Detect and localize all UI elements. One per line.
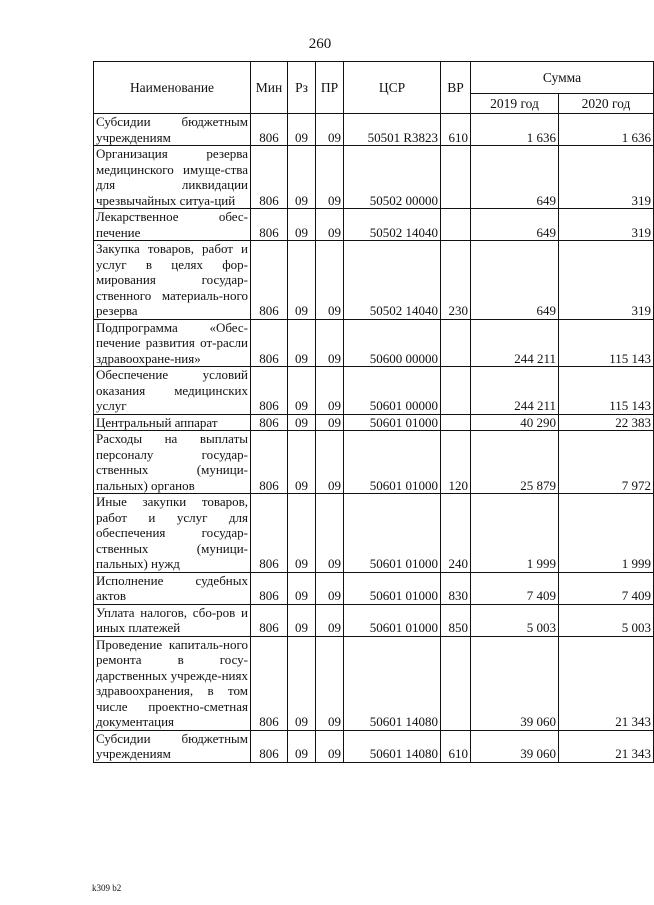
cell-name: Проведение капиталь-ного ремонта в госу-дарственных учрежде-ниях здравоохранения, в том числе проектно-сметная документация [94, 636, 251, 730]
cell-rz: 09 [288, 494, 316, 573]
cell-sum-2020: 115 143 [559, 319, 654, 367]
page-number: 260 [308, 36, 332, 52]
cell-pr: 09 [316, 431, 344, 494]
cell-sum-2019: 40 290 [471, 414, 559, 431]
cell-csr: 50501 R3823 [344, 114, 441, 146]
cell-sum-2019: 649 [471, 146, 559, 209]
table-row [94, 367, 654, 415]
cell-name: Исполнение судебных актов [94, 572, 251, 604]
cell-name: Центральный аппарат [94, 414, 251, 431]
cell-vr [441, 319, 471, 367]
cell-sum-2019: 649 [471, 241, 559, 320]
cell-rz: 09 [288, 414, 316, 431]
table-row [94, 494, 654, 573]
cell-vr: 830 [441, 572, 471, 604]
cell-sum-2020: 115 143 [559, 367, 654, 415]
table-header [94, 62, 654, 114]
cell-min: 806 [251, 431, 288, 494]
cell-sum-2020: 319 [559, 209, 654, 241]
cell-min: 806 [251, 209, 288, 241]
col-header-min: Мин [251, 62, 288, 114]
cell-sum-2020: 1 999 [559, 494, 654, 573]
table-row [94, 636, 654, 730]
col-header-sum: Сумма [471, 62, 654, 94]
col-header-csr: ЦСР [344, 62, 441, 114]
cell-sum-2020: 7 972 [559, 431, 654, 494]
cell-vr [441, 146, 471, 209]
cell-min: 806 [251, 730, 288, 762]
col-header-pr: ПР [316, 62, 344, 114]
cell-sum-2019: 39 060 [471, 636, 559, 730]
cell-rz: 09 [288, 146, 316, 209]
table-row [94, 241, 654, 320]
cell-vr: 230 [441, 241, 471, 320]
footer-code: k309 b2 [92, 883, 122, 893]
cell-csr: 50502 14040 [344, 209, 441, 241]
cell-name: Лекарственное обес-печение [94, 209, 251, 241]
cell-name: Уплата налогов, сбо-ров и иных платежей [94, 604, 251, 636]
cell-csr: 50601 01000 [344, 604, 441, 636]
cell-name: Подпрограмма «Обес-печение развития от-расли здравоохране-ния» [94, 319, 251, 367]
cell-rz: 09 [288, 114, 316, 146]
cell-rz: 09 [288, 572, 316, 604]
cell-csr: 50600 00000 [344, 319, 441, 367]
cell-sum-2019: 649 [471, 209, 559, 241]
cell-sum-2019: 25 879 [471, 431, 559, 494]
cell-sum-2019: 1 636 [471, 114, 559, 146]
cell-vr [441, 414, 471, 431]
cell-min: 806 [251, 604, 288, 636]
col-header-rz: Рз [288, 62, 316, 114]
cell-name: Иные закупки товаров, работ и услуг для обеспечения государ-ственных (муници-пальных) нужд [94, 494, 251, 573]
cell-min: 806 [251, 636, 288, 730]
cell-sum-2020: 5 003 [559, 604, 654, 636]
cell-sum-2020: 7 409 [559, 572, 654, 604]
cell-vr [441, 636, 471, 730]
cell-csr: 50601 00000 [344, 367, 441, 415]
cell-name: Расходы на выплаты персоналу государ-ственных (муници-пальных) органов [94, 431, 251, 494]
cell-csr: 50601 14080 [344, 730, 441, 762]
cell-rz: 09 [288, 604, 316, 636]
cell-name: Закупка товаров, работ и услуг в целях фор-мирования государ-ственного материаль-ного резерва [94, 241, 251, 320]
table-row [94, 730, 654, 762]
cell-pr: 09 [316, 414, 344, 431]
cell-sum-2020: 21 343 [559, 636, 654, 730]
cell-pr: 09 [316, 146, 344, 209]
table-row [94, 414, 654, 431]
cell-pr: 09 [316, 114, 344, 146]
cell-name: Субсидии бюджетным учреждениям [94, 730, 251, 762]
cell-csr: 50601 14080 [344, 636, 441, 730]
cell-vr [441, 209, 471, 241]
cell-rz: 09 [288, 209, 316, 241]
cell-csr: 50601 01000 [344, 431, 441, 494]
table-row [94, 431, 654, 494]
cell-sum-2020: 319 [559, 241, 654, 320]
cell-sum-2020: 1 636 [559, 114, 654, 146]
cell-sum-2019: 7 409 [471, 572, 559, 604]
cell-csr: 50502 00000 [344, 146, 441, 209]
cell-pr: 09 [316, 494, 344, 573]
col-header-year-2020: 2020 год [559, 94, 654, 114]
table-row [94, 572, 654, 604]
cell-pr: 09 [316, 209, 344, 241]
cell-rz: 09 [288, 730, 316, 762]
cell-min: 806 [251, 146, 288, 209]
cell-min: 806 [251, 241, 288, 320]
cell-name: Организация резерва медицинского имуще-ства для ликвидации чрезвычайных ситуа-ций [94, 146, 251, 209]
cell-vr: 850 [441, 604, 471, 636]
cell-vr: 120 [441, 431, 471, 494]
cell-sum-2019: 244 211 [471, 367, 559, 415]
cell-rz: 09 [288, 367, 316, 415]
cell-rz: 09 [288, 636, 316, 730]
cell-sum-2019: 244 211 [471, 319, 559, 367]
cell-name: Субсидии бюджетным учреждениям [94, 114, 251, 146]
cell-pr: 09 [316, 604, 344, 636]
cell-sum-2019: 1 999 [471, 494, 559, 573]
cell-csr: 50601 01000 [344, 414, 441, 431]
cell-min: 806 [251, 367, 288, 415]
cell-min: 806 [251, 414, 288, 431]
col-header-vr: ВР [441, 62, 471, 114]
budget-table [93, 61, 654, 763]
cell-pr: 09 [316, 636, 344, 730]
cell-min: 806 [251, 494, 288, 573]
cell-vr: 240 [441, 494, 471, 573]
cell-vr: 610 [441, 114, 471, 146]
cell-rz: 09 [288, 319, 316, 367]
cell-min: 806 [251, 114, 288, 146]
cell-name: Обеспечение условий оказания медицинских услуг [94, 367, 251, 415]
cell-rz: 09 [288, 241, 316, 320]
cell-min: 806 [251, 319, 288, 367]
cell-pr: 09 [316, 730, 344, 762]
col-header-year-2019: 2019 год [471, 94, 559, 114]
col-header-name: Наименование [94, 62, 251, 114]
table-row [94, 604, 654, 636]
cell-pr: 09 [316, 319, 344, 367]
table-row [94, 319, 654, 367]
cell-vr [441, 367, 471, 415]
table-row [94, 146, 654, 209]
cell-sum-2020: 21 343 [559, 730, 654, 762]
cell-pr: 09 [316, 367, 344, 415]
cell-vr: 610 [441, 730, 471, 762]
cell-csr: 50601 01000 [344, 572, 441, 604]
cell-rz: 09 [288, 431, 316, 494]
cell-sum-2020: 319 [559, 146, 654, 209]
cell-csr: 50502 14040 [344, 241, 441, 320]
table-row [94, 209, 654, 241]
table-body [94, 114, 654, 763]
cell-csr: 50601 01000 [344, 494, 441, 573]
cell-sum-2020: 22 383 [559, 414, 654, 431]
cell-pr: 09 [316, 241, 344, 320]
cell-sum-2019: 39 060 [471, 730, 559, 762]
table-row [94, 114, 654, 146]
cell-min: 806 [251, 572, 288, 604]
cell-pr: 09 [316, 572, 344, 604]
cell-sum-2019: 5 003 [471, 604, 559, 636]
